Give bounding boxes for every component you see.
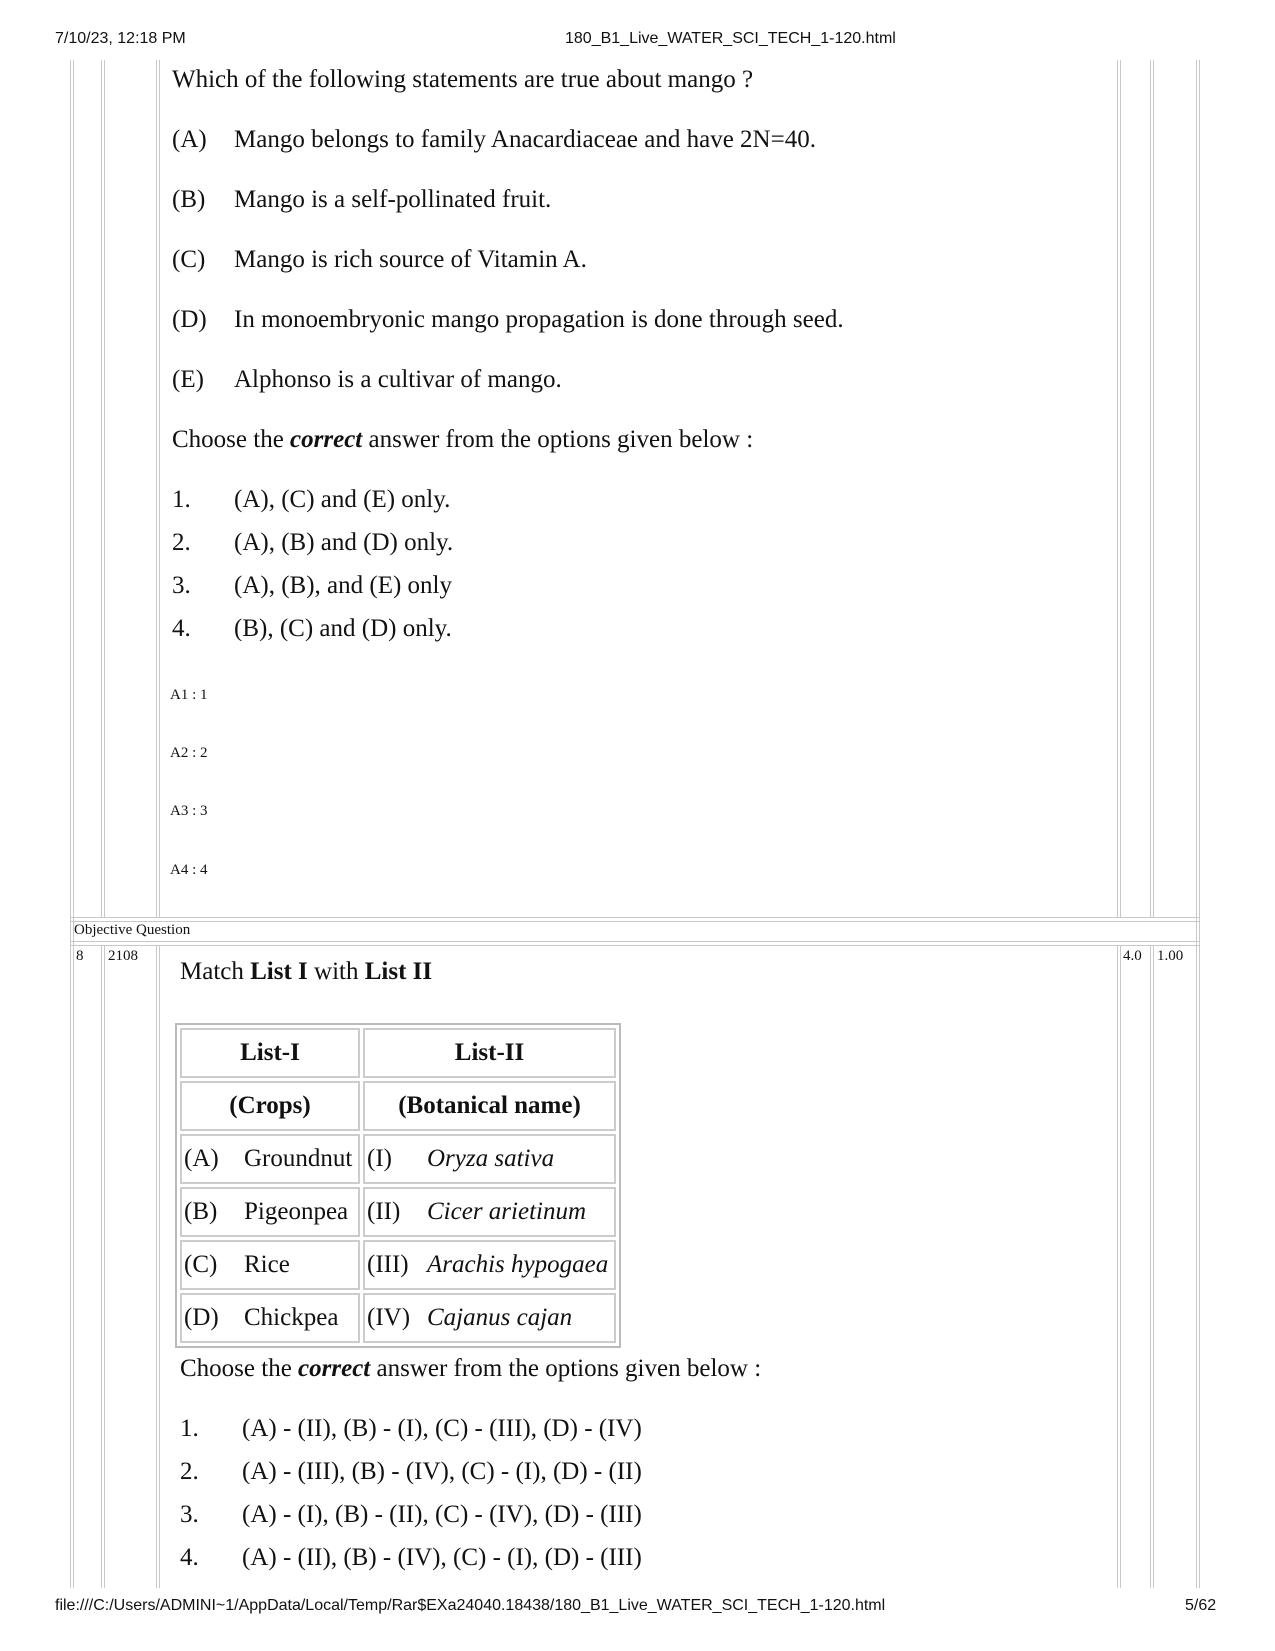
option-number: 1. (172, 486, 191, 513)
option-number: 3. (180, 1501, 199, 1528)
statement-a (172, 124, 816, 156)
option-2 (172, 527, 453, 559)
option-1 (172, 484, 450, 516)
table-subheader-row (180, 1081, 616, 1131)
option-text: (A) - (III), (B) - (IV), (C) - (I), (D) - (II) (242, 1458, 642, 1485)
statement-b (172, 184, 551, 216)
option-3 (180, 1501, 642, 1529)
option-3 (172, 570, 452, 602)
statement-text: Alphonso is a cultivar of mango. (234, 366, 562, 393)
answer-key-3: A3 : 3 (170, 803, 208, 819)
table-row (180, 1187, 616, 1237)
crop-cell: (B) Pigeonpea (180, 1187, 360, 1237)
option-1 (180, 1415, 642, 1443)
statement-text: Mango is rich source of Vitamin A. (234, 246, 587, 273)
option-number: 2. (180, 1458, 199, 1485)
choose-instruction: Choose the correct answer from the options given below : (180, 1355, 762, 1382)
list-2-header: List-II (363, 1028, 616, 1078)
answer-key-4: A4 : 4 (170, 862, 208, 878)
option-number: 2. (172, 529, 191, 556)
option-text: (A) - (II), (B) - (IV), (C) - (I), (D) - (III) (242, 1544, 642, 1571)
statement-text: In monoembryonic mango propagation is done through seed. (234, 306, 844, 333)
option-number: 4. (172, 615, 191, 642)
list-1-subheader: (Crops) (180, 1081, 360, 1131)
print-doc-title: 180_B1_Live_WATER_SCI_TECH_1-120.html (565, 30, 896, 47)
option-4 (172, 613, 452, 645)
question-stem: Which of the following statements are true about mango ? (172, 66, 754, 93)
table-row (180, 1293, 616, 1343)
statement-label: (A) (172, 126, 207, 153)
match-table (175, 1023, 621, 1348)
choose-instruction: Choose the correct answer from the options given below : (172, 426, 754, 453)
option-number: 1. (180, 1415, 199, 1442)
option-number: 3. (172, 572, 191, 599)
statement-label: (E) (172, 366, 204, 393)
list-1-header: List-I (180, 1028, 360, 1078)
statement-label: (D) (172, 306, 207, 333)
option-text: (A), (B) and (D) only. (234, 529, 454, 556)
botanical-cell: (II) Cicer arietinum (363, 1187, 616, 1237)
option-text: (A) - (II), (B) - (I), (C) - (III), (D) - (IV) (242, 1415, 642, 1442)
option-text: (B), (C) and (D) only. (234, 615, 452, 642)
print-page-number: 5/62 (1185, 1597, 1217, 1614)
option-text: (A), (B), and (E) only (234, 572, 452, 599)
option-text: (A), (C) and (E) only. (234, 486, 451, 513)
option-text: (A) - (I), (B) - (II), (C) - (IV), (D) - (III) (242, 1501, 642, 1528)
question-negative-marks: 1.00 (1157, 948, 1184, 964)
question-type-label: Objective Question (74, 922, 191, 938)
statement-text: Mango is a self-pollinated fruit. (234, 186, 552, 213)
table-header-row (180, 1028, 616, 1078)
match-stem: Match List I with List II (180, 958, 433, 985)
print-file-path: file:///C:/Users/ADMINI~1/AppData/Local/Temp/Rar$EXa24040.18438/180_B1_Live_WATER_SCI_TECH_1-120.html (55, 1597, 886, 1614)
statement-text: Mango belongs to family Anacardiaceae and have 2N=40. (234, 126, 816, 153)
statement-d (172, 304, 844, 336)
question-serial: 8 (76, 948, 84, 964)
crop-cell: (C) Rice (180, 1240, 360, 1290)
botanical-cell: (III) Arachis hypogaea (363, 1240, 616, 1290)
statement-label: (B) (172, 186, 206, 213)
table-row (180, 1240, 616, 1290)
botanical-cell: (IV) Cajanus cajan (363, 1293, 616, 1343)
question-id: 2108 (108, 948, 138, 964)
crop-cell: (D) Chickpea (180, 1293, 360, 1343)
answer-key-1: A1 : 1 (170, 687, 208, 703)
print-datetime: 7/10/23, 12:18 PM (55, 30, 186, 47)
option-4 (180, 1544, 642, 1572)
statement-c (172, 244, 587, 276)
botanical-cell: (I) Oryza sativa (363, 1134, 616, 1184)
crop-cell: (A) Groundnut (180, 1134, 360, 1184)
list-2-subheader: (Botanical name) (363, 1081, 616, 1131)
option-number: 4. (180, 1544, 199, 1571)
table-row (180, 1134, 616, 1184)
statement-label: (C) (172, 246, 206, 273)
answer-key-2: A2 : 2 (170, 745, 208, 761)
question-marks: 4.0 (1123, 948, 1142, 964)
statement-e (172, 364, 562, 396)
option-2 (180, 1458, 642, 1486)
